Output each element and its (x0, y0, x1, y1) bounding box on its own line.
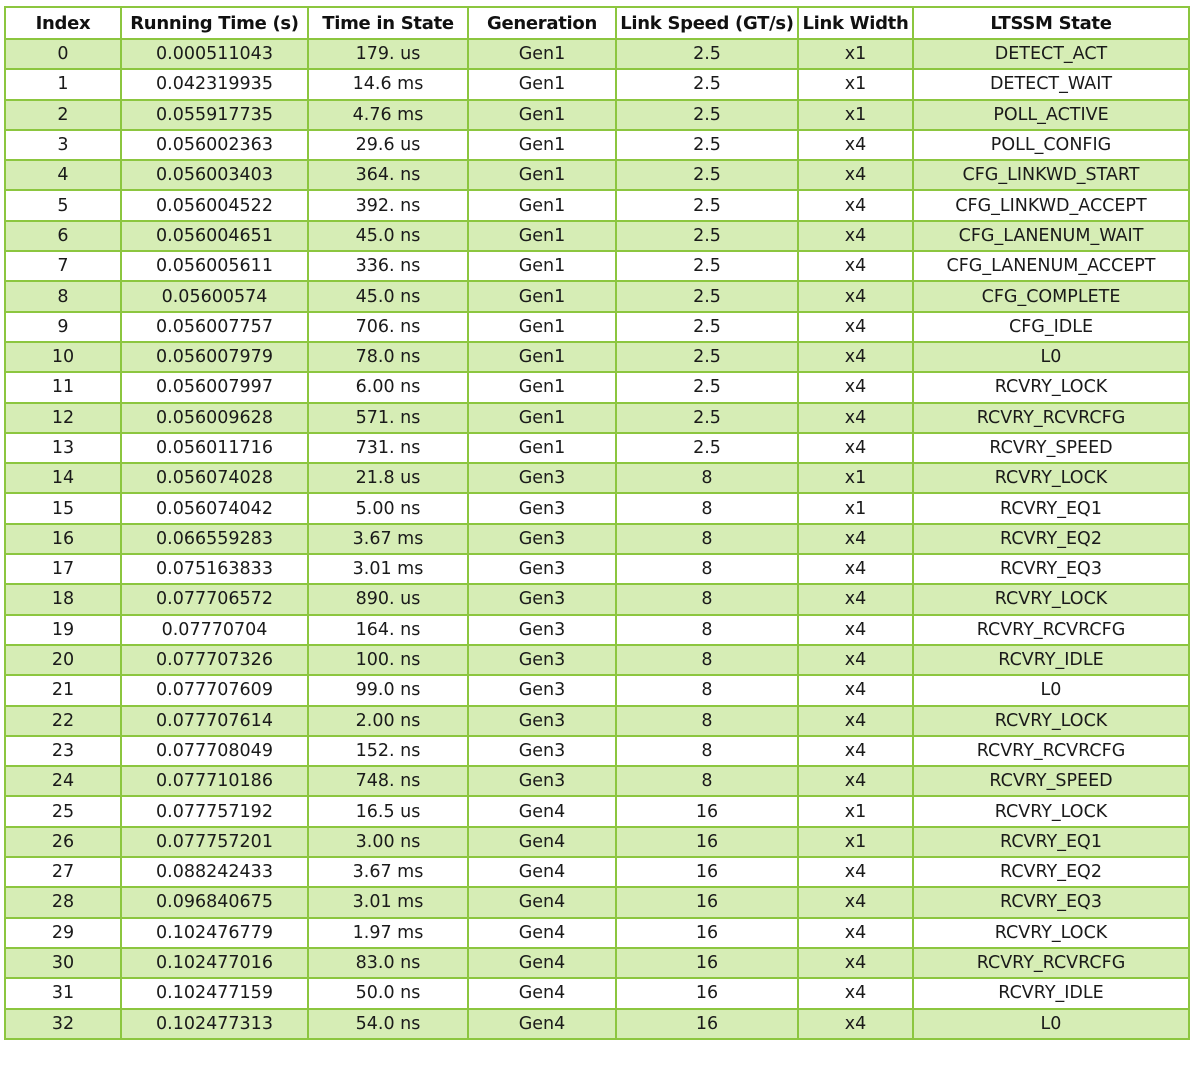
time-in-state-cell: 336. ns (308, 251, 468, 281)
link-width-cell: x1 (798, 39, 913, 69)
link-speed-cell: 2.5 (616, 403, 798, 433)
link-width-cell: x1 (798, 827, 913, 857)
table-row (5, 796, 1189, 826)
time-in-state-cell: 392. ns (308, 190, 468, 220)
ltssm-state-cell: POLL_ACTIVE (913, 100, 1189, 130)
table-row (5, 130, 1189, 160)
link-width-cell: x4 (798, 433, 913, 463)
generation-cell: Gen3 (468, 645, 616, 675)
generation-cell: Gen3 (468, 736, 616, 766)
table-row (5, 100, 1189, 130)
time-in-state-cell: 29.6 us (308, 130, 468, 160)
link-width-cell: x4 (798, 160, 913, 190)
index-cell: 3 (5, 130, 121, 160)
running-time-cell: 0.102477159 (121, 978, 308, 1008)
generation-cell: Gen3 (468, 524, 616, 554)
running-time-cell: 0.102477313 (121, 1009, 308, 1039)
index-cell: 7 (5, 251, 121, 281)
ltssm-state-cell: CFG_LINKWD_START (913, 160, 1189, 190)
column-header-index: Index (5, 7, 121, 39)
table-row (5, 584, 1189, 614)
table-row (5, 827, 1189, 857)
link-speed-cell: 2.5 (616, 160, 798, 190)
column-header-generation: Generation (468, 7, 616, 39)
index-cell: 20 (5, 645, 121, 675)
running-time-cell: 0.077706572 (121, 584, 308, 614)
index-cell: 29 (5, 918, 121, 948)
time-in-state-cell: 50.0 ns (308, 978, 468, 1008)
index-cell: 6 (5, 221, 121, 251)
table-row (5, 978, 1189, 1008)
time-in-state-cell: 78.0 ns (308, 342, 468, 372)
generation-cell: Gen1 (468, 433, 616, 463)
table-row (5, 433, 1189, 463)
time-in-state-cell: 21.8 us (308, 463, 468, 493)
index-cell: 15 (5, 493, 121, 523)
running-time-cell: 0.056005611 (121, 251, 308, 281)
link-speed-cell: 2.5 (616, 190, 798, 220)
index-cell: 12 (5, 403, 121, 433)
table-row (5, 39, 1189, 69)
index-cell: 32 (5, 1009, 121, 1039)
index-cell: 21 (5, 675, 121, 705)
generation-cell: Gen4 (468, 1009, 616, 1039)
ltssm-state-cell: L0 (913, 675, 1189, 705)
time-in-state-cell: 890. us (308, 584, 468, 614)
time-in-state-cell: 45.0 ns (308, 221, 468, 251)
time-in-state-cell: 54.0 ns (308, 1009, 468, 1039)
time-in-state-cell: 3.67 ms (308, 857, 468, 887)
generation-cell: Gen3 (468, 766, 616, 796)
link-width-cell: x4 (798, 978, 913, 1008)
table-row (5, 251, 1189, 281)
index-cell: 16 (5, 524, 121, 554)
link-speed-cell: 8 (616, 463, 798, 493)
ltssm-state-cell: CFG_LINKWD_ACCEPT (913, 190, 1189, 220)
generation-cell: Gen1 (468, 160, 616, 190)
ltssm-state-cell: RCVRY_LOCK (913, 918, 1189, 948)
ltssm-state-cell: CFG_IDLE (913, 312, 1189, 342)
link-speed-cell: 2.5 (616, 433, 798, 463)
link-speed-cell: 16 (616, 887, 798, 917)
header-row (5, 7, 1189, 39)
table-row (5, 857, 1189, 887)
running-time-cell: 0.056004522 (121, 190, 308, 220)
running-time-cell: 0.077707609 (121, 675, 308, 705)
index-cell: 18 (5, 584, 121, 614)
table-body (5, 39, 1189, 1039)
ltssm-state-cell: RCVRY_EQ2 (913, 524, 1189, 554)
table-row (5, 403, 1189, 433)
table-row (5, 524, 1189, 554)
link-speed-cell: 16 (616, 918, 798, 948)
running-time-cell: 0.056007979 (121, 342, 308, 372)
generation-cell: Gen1 (468, 69, 616, 99)
link-speed-cell: 16 (616, 978, 798, 1008)
running-time-cell: 0.042319935 (121, 69, 308, 99)
time-in-state-cell: 364. ns (308, 160, 468, 190)
table-row (5, 766, 1189, 796)
link-speed-cell: 8 (616, 554, 798, 584)
ltssm-state-cell: RCVRY_EQ3 (913, 554, 1189, 584)
link-speed-cell: 2.5 (616, 39, 798, 69)
generation-cell: Gen1 (468, 130, 616, 160)
link-width-cell: x4 (798, 948, 913, 978)
ltssm-state-cell: RCVRY_RCVRCFG (913, 948, 1189, 978)
link-width-cell: x4 (798, 130, 913, 160)
table-row (5, 190, 1189, 220)
running-time-cell: 0.056074042 (121, 493, 308, 523)
link-speed-cell: 8 (616, 584, 798, 614)
generation-cell: Gen1 (468, 100, 616, 130)
time-in-state-cell: 83.0 ns (308, 948, 468, 978)
running-time-cell: 0.056004651 (121, 221, 308, 251)
running-time-cell: 0.077707614 (121, 706, 308, 736)
link-speed-cell: 8 (616, 706, 798, 736)
link-width-cell: x4 (798, 706, 913, 736)
column-header-running-time: Running Time (s) (121, 7, 308, 39)
table-header (5, 7, 1189, 39)
link-speed-cell: 8 (616, 736, 798, 766)
generation-cell: Gen1 (468, 403, 616, 433)
ltssm-state-cell: RCVRY_LOCK (913, 706, 1189, 736)
ltssm-state-cell: CFG_LANENUM_WAIT (913, 221, 1189, 251)
link-width-cell: x4 (798, 857, 913, 887)
generation-cell: Gen1 (468, 190, 616, 220)
index-cell: 31 (5, 978, 121, 1008)
time-in-state-cell: 16.5 us (308, 796, 468, 826)
index-cell: 8 (5, 281, 121, 311)
ltssm-state-cell: CFG_COMPLETE (913, 281, 1189, 311)
link-width-cell: x4 (798, 372, 913, 402)
running-time-cell: 0.077757201 (121, 827, 308, 857)
link-width-cell: x4 (798, 675, 913, 705)
running-time-cell: 0.055917735 (121, 100, 308, 130)
link-speed-cell: 16 (616, 1009, 798, 1039)
time-in-state-cell: 14.6 ms (308, 69, 468, 99)
generation-cell: Gen3 (468, 554, 616, 584)
table-row (5, 1009, 1189, 1039)
link-speed-cell: 2.5 (616, 281, 798, 311)
index-cell: 9 (5, 312, 121, 342)
column-header-link-speed: Link Speed (GT/s) (616, 7, 798, 39)
generation-cell: Gen3 (468, 615, 616, 645)
index-cell: 26 (5, 827, 121, 857)
link-speed-cell: 2.5 (616, 69, 798, 99)
link-width-cell: x4 (798, 1009, 913, 1039)
generation-cell: Gen4 (468, 948, 616, 978)
table-row (5, 372, 1189, 402)
running-time-cell: 0.07770704 (121, 615, 308, 645)
time-in-state-cell: 99.0 ns (308, 675, 468, 705)
ltssm-state-cell: RCVRY_LOCK (913, 584, 1189, 614)
table-row (5, 887, 1189, 917)
link-width-cell: x4 (798, 918, 913, 948)
generation-cell: Gen4 (468, 857, 616, 887)
generation-cell: Gen3 (468, 493, 616, 523)
time-in-state-cell: 2.00 ns (308, 706, 468, 736)
link-speed-cell: 8 (616, 675, 798, 705)
ltssm-state-cell: RCVRY_EQ3 (913, 887, 1189, 917)
time-in-state-cell: 3.01 ms (308, 554, 468, 584)
link-width-cell: x4 (798, 887, 913, 917)
time-in-state-cell: 748. ns (308, 766, 468, 796)
link-width-cell: x1 (798, 796, 913, 826)
ltssm-state-cell: RCVRY_LOCK (913, 463, 1189, 493)
link-speed-cell: 16 (616, 796, 798, 826)
ltssm-state-cell: RCVRY_LOCK (913, 796, 1189, 826)
index-cell: 17 (5, 554, 121, 584)
index-cell: 19 (5, 615, 121, 645)
ltssm-state-cell: RCVRY_EQ2 (913, 857, 1189, 887)
index-cell: 0 (5, 39, 121, 69)
time-in-state-cell: 3.00 ns (308, 827, 468, 857)
index-cell: 5 (5, 190, 121, 220)
time-in-state-cell: 571. ns (308, 403, 468, 433)
running-time-cell: 0.102477016 (121, 948, 308, 978)
ltssm-state-cell: DETECT_ACT (913, 39, 1189, 69)
link-width-cell: x1 (798, 100, 913, 130)
time-in-state-cell: 706. ns (308, 312, 468, 342)
link-width-cell: x4 (798, 281, 913, 311)
ltssm-state-cell: RCVRY_SPEED (913, 433, 1189, 463)
table-row (5, 493, 1189, 523)
link-speed-cell: 2.5 (616, 312, 798, 342)
link-speed-cell: 2.5 (616, 342, 798, 372)
generation-cell: Gen4 (468, 827, 616, 857)
table-row (5, 615, 1189, 645)
index-cell: 25 (5, 796, 121, 826)
link-width-cell: x4 (798, 584, 913, 614)
time-in-state-cell: 4.76 ms (308, 100, 468, 130)
running-time-cell: 0.096840675 (121, 887, 308, 917)
link-width-cell: x4 (798, 615, 913, 645)
index-cell: 23 (5, 736, 121, 766)
table-row (5, 736, 1189, 766)
ltssm-state-cell: DETECT_WAIT (913, 69, 1189, 99)
running-time-cell: 0.05600574 (121, 281, 308, 311)
link-width-cell: x4 (798, 312, 913, 342)
running-time-cell: 0.056011716 (121, 433, 308, 463)
link-width-cell: x4 (798, 645, 913, 675)
index-cell: 2 (5, 100, 121, 130)
table-row (5, 918, 1189, 948)
generation-cell: Gen4 (468, 887, 616, 917)
running-time-cell: 0.077710186 (121, 766, 308, 796)
ltssm-state-cell: RCVRY_RCVRCFG (913, 736, 1189, 766)
link-width-cell: x4 (798, 190, 913, 220)
link-width-cell: x4 (798, 524, 913, 554)
ltssm-state-cell: RCVRY_RCVRCFG (913, 403, 1189, 433)
running-time-cell: 0.056002363 (121, 130, 308, 160)
generation-cell: Gen1 (468, 312, 616, 342)
time-in-state-cell: 731. ns (308, 433, 468, 463)
link-speed-cell: 2.5 (616, 100, 798, 130)
time-in-state-cell: 1.97 ms (308, 918, 468, 948)
table-row (5, 948, 1189, 978)
link-speed-cell: 16 (616, 827, 798, 857)
index-cell: 1 (5, 69, 121, 99)
generation-cell: Gen1 (468, 221, 616, 251)
generation-cell: Gen4 (468, 796, 616, 826)
generation-cell: Gen3 (468, 675, 616, 705)
time-in-state-cell: 6.00 ns (308, 372, 468, 402)
link-width-cell: x4 (798, 221, 913, 251)
ltssm-state-cell: RCVRY_EQ1 (913, 493, 1189, 523)
table-row (5, 706, 1189, 736)
running-time-cell: 0.000511043 (121, 39, 308, 69)
link-width-cell: x4 (798, 251, 913, 281)
index-cell: 27 (5, 857, 121, 887)
link-width-cell: x4 (798, 766, 913, 796)
ltssm-state-cell: RCVRY_IDLE (913, 645, 1189, 675)
generation-cell: Gen4 (468, 978, 616, 1008)
generation-cell: Gen3 (468, 463, 616, 493)
link-speed-cell: 8 (616, 493, 798, 523)
column-header-ltssm-state: LTSSM State (913, 7, 1189, 39)
link-speed-cell: 2.5 (616, 251, 798, 281)
running-time-cell: 0.075163833 (121, 554, 308, 584)
running-time-cell: 0.056003403 (121, 160, 308, 190)
generation-cell: Gen1 (468, 372, 616, 402)
table-row (5, 463, 1189, 493)
ltssm-state-cell: RCVRY_LOCK (913, 372, 1189, 402)
link-speed-cell: 2.5 (616, 372, 798, 402)
generation-cell: Gen3 (468, 584, 616, 614)
ltssm-state-cell: RCVRY_SPEED (913, 766, 1189, 796)
generation-cell: Gen1 (468, 281, 616, 311)
running-time-cell: 0.056009628 (121, 403, 308, 433)
table-row (5, 554, 1189, 584)
ltssm-state-cell: L0 (913, 342, 1189, 372)
time-in-state-cell: 179. us (308, 39, 468, 69)
index-cell: 10 (5, 342, 121, 372)
time-in-state-cell: 45.0 ns (308, 281, 468, 311)
time-in-state-cell: 3.67 ms (308, 524, 468, 554)
generation-cell: Gen4 (468, 918, 616, 948)
link-width-cell: x4 (798, 403, 913, 433)
running-time-cell: 0.077708049 (121, 736, 308, 766)
link-width-cell: x4 (798, 554, 913, 584)
time-in-state-cell: 100. ns (308, 645, 468, 675)
column-header-link-width: Link Width (798, 7, 913, 39)
link-speed-cell: 16 (616, 857, 798, 887)
running-time-cell: 0.102476779 (121, 918, 308, 948)
index-cell: 24 (5, 766, 121, 796)
running-time-cell: 0.077757192 (121, 796, 308, 826)
table-row (5, 645, 1189, 675)
running-time-cell: 0.056007997 (121, 372, 308, 402)
ltssm-state-cell: POLL_CONFIG (913, 130, 1189, 160)
link-speed-cell: 8 (616, 766, 798, 796)
table-row (5, 281, 1189, 311)
ltssm-state-table (4, 6, 1190, 1040)
ltssm-state-cell: CFG_LANENUM_ACCEPT (913, 251, 1189, 281)
generation-cell: Gen1 (468, 251, 616, 281)
column-header-time-in-state: Time in State (308, 7, 468, 39)
link-speed-cell: 8 (616, 524, 798, 554)
link-speed-cell: 2.5 (616, 130, 798, 160)
time-in-state-cell: 5.00 ns (308, 493, 468, 523)
link-width-cell: x1 (798, 463, 913, 493)
index-cell: 4 (5, 160, 121, 190)
index-cell: 11 (5, 372, 121, 402)
index-cell: 14 (5, 463, 121, 493)
link-width-cell: x1 (798, 69, 913, 99)
table-row (5, 342, 1189, 372)
running-time-cell: 0.077707326 (121, 645, 308, 675)
index-cell: 30 (5, 948, 121, 978)
generation-cell: Gen1 (468, 342, 616, 372)
running-time-cell: 0.088242433 (121, 857, 308, 887)
ltssm-state-cell: L0 (913, 1009, 1189, 1039)
index-cell: 28 (5, 887, 121, 917)
time-in-state-cell: 3.01 ms (308, 887, 468, 917)
table-row (5, 221, 1189, 251)
running-time-cell: 0.056074028 (121, 463, 308, 493)
link-width-cell: x1 (798, 493, 913, 523)
time-in-state-cell: 152. ns (308, 736, 468, 766)
generation-cell: Gen1 (468, 39, 616, 69)
link-width-cell: x4 (798, 342, 913, 372)
ltssm-state-cell: RCVRY_RCVRCFG (913, 615, 1189, 645)
table-row (5, 160, 1189, 190)
table-row (5, 69, 1189, 99)
table-row (5, 312, 1189, 342)
time-in-state-cell: 164. ns (308, 615, 468, 645)
link-speed-cell: 8 (616, 615, 798, 645)
link-speed-cell: 2.5 (616, 221, 798, 251)
ltssm-state-cell: RCVRY_EQ1 (913, 827, 1189, 857)
link-speed-cell: 8 (616, 645, 798, 675)
index-cell: 22 (5, 706, 121, 736)
ltssm-state-cell: RCVRY_IDLE (913, 978, 1189, 1008)
index-cell: 13 (5, 433, 121, 463)
link-width-cell: x4 (798, 736, 913, 766)
running-time-cell: 0.066559283 (121, 524, 308, 554)
table-row (5, 675, 1189, 705)
generation-cell: Gen3 (468, 706, 616, 736)
running-time-cell: 0.056007757 (121, 312, 308, 342)
link-speed-cell: 16 (616, 948, 798, 978)
